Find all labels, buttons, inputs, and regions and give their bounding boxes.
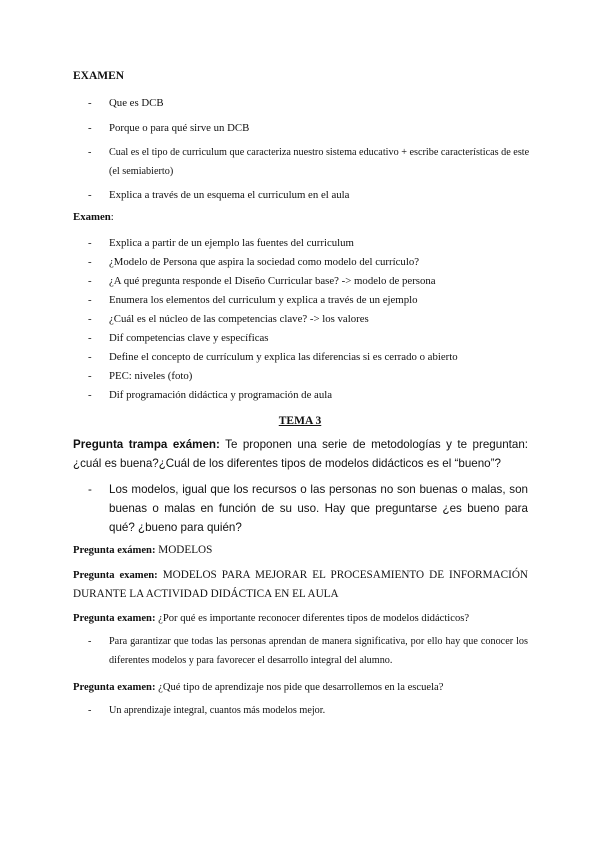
answer-text: Los modelos, igual que los recursos o las personas no son buenas o malas, son buenas o malas en función de su uso. Hay que preguntarse ¿es bueno para qué? ¿bueno para quién? — [109, 483, 528, 534]
bullet-dash: - — [88, 256, 92, 268]
question-label: Pregunta examen: — [73, 613, 156, 624]
section-heading-colon: : — [110, 211, 114, 223]
section-heading-text: Examen — [73, 211, 111, 223]
trampa-question — [73, 435, 528, 473]
question-por-que — [73, 609, 528, 628]
section-heading-examen-2 — [73, 211, 114, 223]
bullet-dash: - — [88, 332, 92, 344]
list-item-text: Porque o para qué sirve un DCB — [109, 122, 250, 134]
bullet-dash: - — [88, 389, 92, 401]
answer-text: Para garantizar que todas las personas aprendan de manera significativa, por ello hay que conocer los diferentes modelos y para favorecer el desarrollo integral del alumno. — [109, 636, 528, 666]
bullet-dash: - — [88, 351, 92, 363]
list-item — [88, 272, 533, 291]
bullet-dash: - — [88, 147, 92, 158]
list-item — [88, 119, 533, 138]
list-item-text: Explica a través de un esquema el curriculum en el aula — [109, 189, 350, 201]
question-procesamiento — [73, 566, 528, 604]
list-item-text: Que es DCB — [109, 97, 164, 109]
list-item — [88, 310, 533, 329]
list-item — [88, 291, 533, 310]
list-item-text: ¿Cuál es el núcleo de las competencias clave? -> los valores — [109, 313, 369, 325]
bullet-dash: - — [88, 483, 92, 496]
question-que-tipo — [73, 678, 528, 697]
question-text: MODELOS — [155, 544, 213, 556]
section-heading-examen: EXAMEN — [73, 70, 125, 82]
list-item-text: Dif competencias clave y específicas — [109, 332, 269, 344]
list-item — [88, 632, 528, 670]
list-item — [88, 186, 533, 205]
list-item-text: Define el concepto de currículum y explica las diferencias si es cerrado o abierto — [109, 351, 458, 363]
list-item — [88, 234, 533, 253]
question-text: ¿Qué tipo de aprendizaje nos pide que desarrollemos en la escuela? — [155, 682, 444, 693]
list-item-text: ¿A qué pregunta responde el Diseño Curricular base? -> modelo de persona — [109, 275, 436, 287]
bullet-dash: - — [88, 189, 92, 201]
question-label: Pregunta trampa exámen: — [73, 438, 220, 451]
list-item — [88, 143, 533, 181]
bullet-dash: - — [88, 237, 92, 249]
question-text: ¿Por qué es importante reconocer diferentes tipos de modelos didácticos? — [155, 613, 470, 624]
bullet-dash: - — [88, 294, 92, 306]
question-label: Pregunta examen: — [73, 682, 156, 693]
question-text: Te proponen una serie de metodologías y te preguntan: ¿cuál es buena?¿Cuál de los diferentes tipos de modelos didácticos es el “bueno”? — [73, 438, 528, 470]
bullet-dash: - — [88, 313, 92, 325]
bullet-dash: - — [88, 275, 92, 287]
bullet-dash: - — [88, 636, 92, 647]
list-item-text: Enumera los elementos del curriculum y explica a través de un ejemplo — [109, 294, 418, 306]
answer-text: Un aprendizaje integral, cuantos más modelos mejor. — [109, 705, 326, 716]
list-item-text: Cual es el tipo de curriculum que caracteriza nuestro sistema educativo + escribe características de este (el semiabierto) — [109, 147, 530, 177]
list-item — [88, 348, 533, 367]
question-text: MODELOS PARA MEJORAR EL PROCESAMIENTO DE INFORMACIÓN DURANTE LA ACTIVIDAD DIDÁCTICA EN EL AULA — [73, 569, 528, 600]
list-item — [88, 253, 533, 272]
list-item-text: ¿Modelo de Persona que aspira la sociedad como modelo del currículo? — [109, 256, 420, 268]
question-modelos — [73, 541, 528, 560]
list-item — [88, 367, 533, 386]
bullet-dash: - — [88, 370, 92, 382]
list-item — [88, 329, 533, 348]
list-item-text: PEC: niveles (foto) — [109, 370, 193, 382]
bullet-dash: - — [88, 97, 92, 109]
question-label: Pregunta exámen: — [73, 545, 156, 556]
bullet-dash: - — [88, 705, 92, 716]
list-item — [88, 701, 533, 720]
list-item — [88, 386, 533, 405]
bullet-dash: - — [88, 122, 92, 134]
list-item-text: Dif programación didáctica y programación de aula — [109, 389, 333, 401]
section-title-tema: TEMA 3 — [278, 415, 322, 427]
list-item — [88, 480, 528, 537]
list-item-text: Explica a partir de un ejemplo las fuentes del curriculum — [109, 237, 354, 249]
question-label: Pregunta examen: — [73, 570, 158, 581]
list-item — [88, 94, 533, 113]
